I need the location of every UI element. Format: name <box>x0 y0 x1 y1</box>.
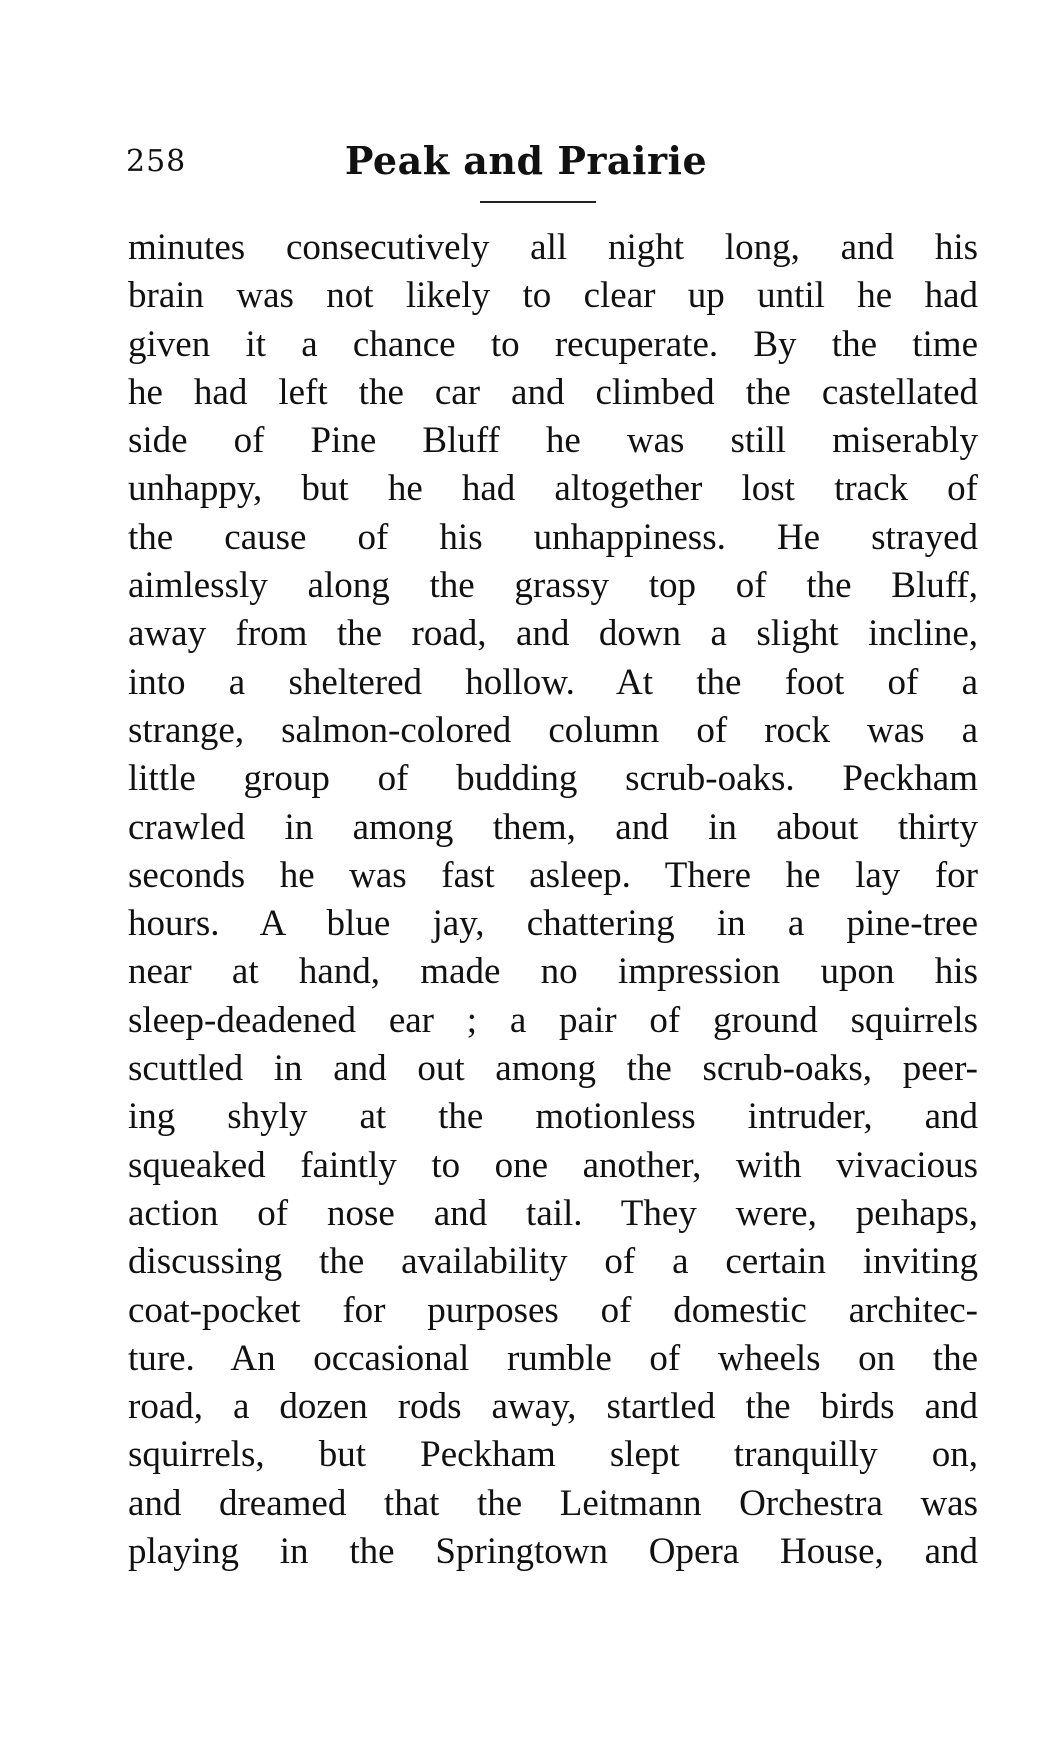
text-line: squeaked faintly to one another, with vivacious <box>128 1144 978 1186</box>
text-line: and dreamed that the Leitmann Orchestra was <box>128 1482 978 1524</box>
text-line: strange, salmon-colored column of rock was a <box>128 709 978 751</box>
text-line: brain was not likely to clear up until he had <box>128 275 978 317</box>
text-line: aimlessly along the grassy top of the Bluff, <box>128 565 978 607</box>
text-line: discussing the availability of a certain inviting <box>128 1241 978 1283</box>
body-text <box>128 224 978 1576</box>
text-line: into a sheltered hollow. At the foot of a <box>128 661 978 703</box>
text-line: ing shyly at the motionless intruder, and <box>128 1096 978 1138</box>
text-line: he had left the car and climbed the castellated <box>128 371 978 413</box>
text-line: seconds he was fast asleep. There he lay for <box>128 854 978 896</box>
text-line: the cause of his unhappiness. He strayed <box>128 516 978 558</box>
text-line: ture. An occasional rumble of wheels on the <box>128 1337 978 1379</box>
title-rule <box>480 201 596 203</box>
page-number: 258 <box>126 144 187 179</box>
text-line: playing in the Springtown Opera House, and <box>128 1531 978 1573</box>
text-line: given it a chance to recuperate. By the time <box>128 323 978 365</box>
text-line: near at hand, made no impression upon his <box>128 951 978 993</box>
text-line: action of nose and tail. They were, peıhaps, <box>128 1192 978 1234</box>
text-line: side of Pine Bluff he was still miserably <box>128 420 978 462</box>
text-line: squirrels, but Peckham slept tranquilly on, <box>128 1434 978 1476</box>
text-line: little group of budding scrub-oaks. Peckham <box>128 758 978 800</box>
text-line: scuttled in and out among the scrub-oaks, peer- <box>128 1048 978 1090</box>
text-line: unhappy, but he had altogether lost track of <box>128 468 978 510</box>
text-line: coat-pocket for purposes of domestic architec- <box>128 1289 978 1331</box>
text-line: away from the road, and down a slight incline, <box>128 613 978 655</box>
text-line: crawled in among them, and in about thirty <box>128 806 978 848</box>
text-line: sleep-deadened ear ; a pair of ground squirrels <box>128 999 978 1041</box>
text-line: road, a dozen rods away, startled the birds and <box>128 1386 978 1428</box>
text-line: minutes consecutively all night long, and his <box>128 227 978 268</box>
running-title: Peak and Prairie <box>344 138 708 183</box>
text-line: hours. A blue jay, chattering in a pine-tree <box>128 903 978 945</box>
